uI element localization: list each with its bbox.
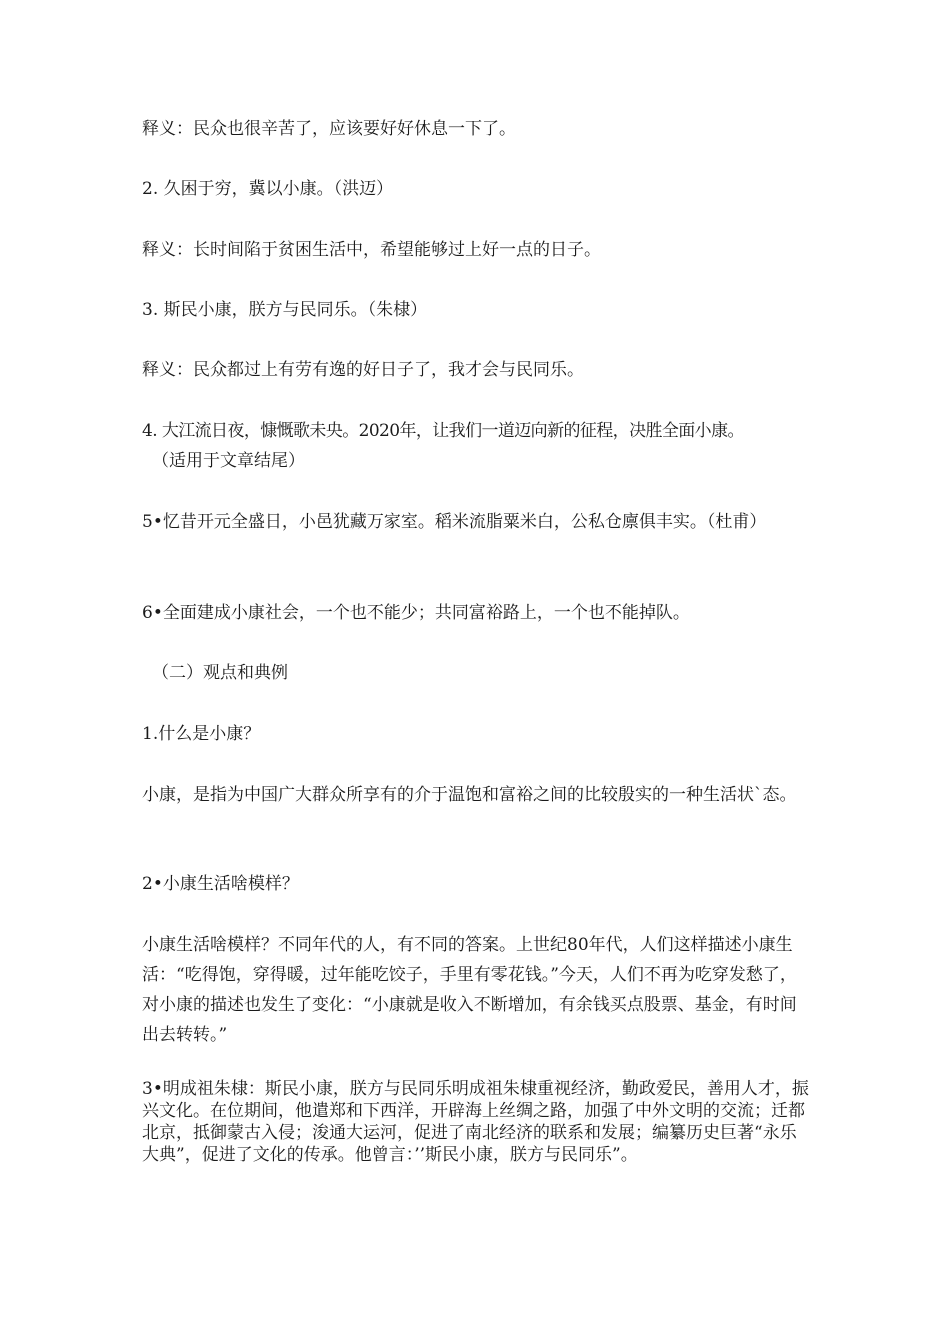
paragraph-explanation-1: 释义：民众也很辛苦了，应该要好好休息一下了。: [142, 119, 516, 139]
paragraph-definition: 小康，是指为中国广大群众所享有的介于温饱和富裕之间的比较殷实的一种生活状`态。: [142, 785, 797, 805]
paragraph-quote-3: 3. 斯民小康，朕方与民同乐。（朱棣）: [142, 300, 428, 320]
subheading-xiaokang-life: 2•小康生活啥模样？: [142, 874, 299, 894]
paragraph-quote-4: 4. 大江流日夜，慷慨歌未央。2020年，让我们一道迈向新的征程，决胜全面小康。: [142, 421, 744, 441]
paragraph-quote-2: 2. 久困于穷，冀以小康。（洪迈）: [142, 179, 394, 199]
subheading-what-is-xiaokang: 1.什么是小康？: [142, 724, 261, 744]
paragraph-quote-6: 6•全面建成小康社会，一个也不能少；共同富裕路上，一个也不能掉队。: [142, 603, 690, 623]
paragraph-explanation-3: 释义：民众都过上有劳有逸的好日子了，我才会与民同乐。: [142, 360, 584, 380]
paragraph-explanation-2: 释义：长时间陷于贫困生活中，希望能够过上好一点的日子。: [142, 240, 601, 260]
paragraph-quote-5: 5•忆昔开元全盛日，小邑犹藏万家室。稻米流脂粟米白，公私仓廪俱丰实。（杜甫）: [142, 512, 767, 532]
paragraph-xiaokang-life: 小康生活啥模样？不同年代的人，有不同的答案。上世纪80年代，人们这样描述小康生活：“吃得饱，穿得暖，过年能吃饺子，手里有零花钱。”今天，人们不再为吃穿发愁了，对小康的描述也发生了变化：“小康就是收入不断增加，有余钱买点股票、基金，有时间出去转转。”: [142, 935, 797, 1045]
section-heading-viewpoints: （二）观点和典例: [152, 663, 288, 683]
paragraph-zhu-di-example: 3•明成祖朱棣：斯民小康，朕方与民同乐明成祖朱棣重视经济，勤政爱民，善用人才，振兴文化。在位期间，他遣郑和下西洋，开辟海上丝绸之路，加强了中外文明的交流；迁都北京，抵御蒙古入侵；浚通大运河，促进了南北经济的联系和发展；编纂历史巨著“永乐大典”，促进了文化的传承。他曾言：’’斯民小康，朕方与民同乐”。: [142, 1079, 809, 1165]
paragraph-quote-4-note: （适用于文章结尾）: [152, 451, 305, 471]
